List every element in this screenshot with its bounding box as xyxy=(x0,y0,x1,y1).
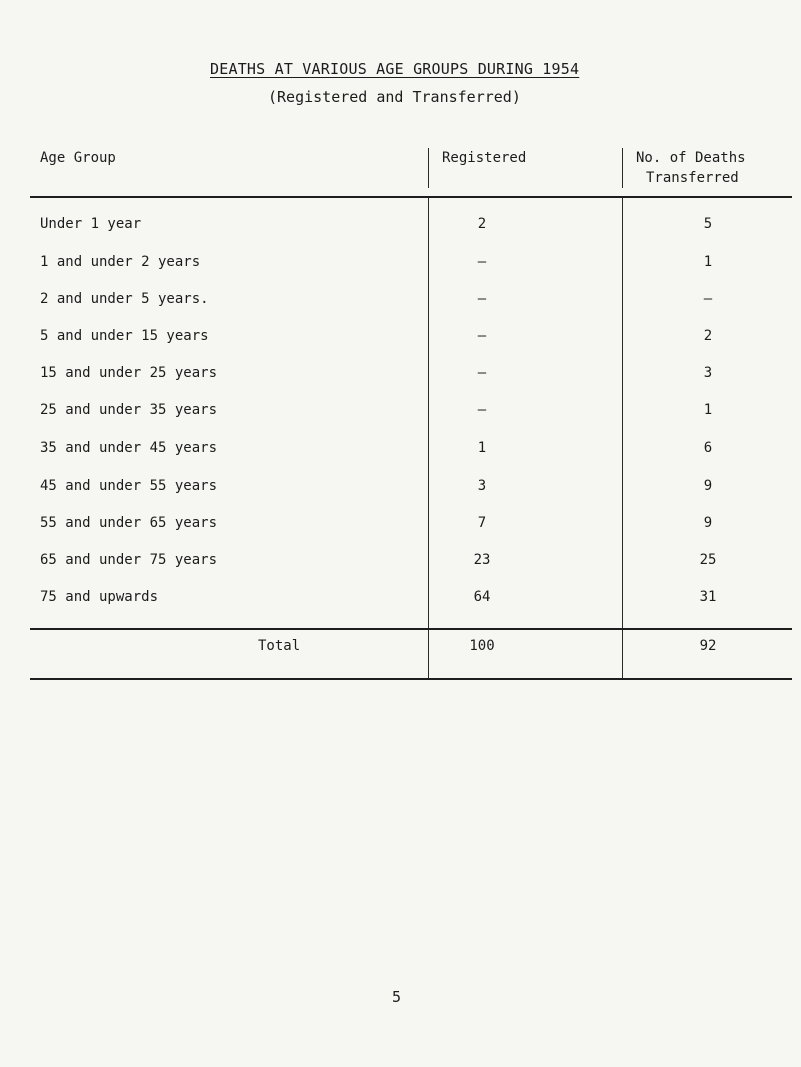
transferred-cell: 25 xyxy=(699,552,717,568)
total-transferred: 92 xyxy=(699,638,717,654)
transferred-cell: 1 xyxy=(703,402,713,418)
age-group-cell: 55 and under 65 years xyxy=(40,515,218,531)
total-bottom-rule xyxy=(30,678,792,680)
page-title: DEATHS AT VARIOUS AGE GROUPS DURING 1954 xyxy=(210,60,580,78)
age-group-cell: 25 and under 35 years xyxy=(40,402,218,418)
column-divider-header-1 xyxy=(428,148,429,188)
header-age-group: Age Group xyxy=(40,150,116,166)
page-number: 5 xyxy=(392,988,402,1006)
age-group-cell: 5 and under 15 years xyxy=(40,328,209,344)
header-transferred-line2: Transferred xyxy=(646,170,739,186)
registered-cell: – xyxy=(477,402,487,418)
total-top-rule xyxy=(30,628,792,630)
registered-cell: – xyxy=(477,254,487,270)
registered-cell: 3 xyxy=(477,478,487,494)
table-row xyxy=(0,212,801,236)
table-row xyxy=(0,548,801,572)
registered-cell: 64 xyxy=(473,589,491,605)
total-registered: 100 xyxy=(469,638,495,654)
transferred-cell: 1 xyxy=(703,254,713,270)
transferred-cell: 9 xyxy=(703,515,713,531)
table-row xyxy=(0,511,801,535)
total-label: Total xyxy=(258,638,301,654)
transferred-cell: 5 xyxy=(703,216,713,232)
transferred-cell: 2 xyxy=(703,328,713,344)
table-row xyxy=(0,474,801,498)
age-group-cell: 45 and under 55 years xyxy=(40,478,218,494)
header-transferred-line1: No. of Deaths xyxy=(636,150,746,166)
header-registered: Registered xyxy=(442,150,527,166)
age-group-cell: Under 1 year xyxy=(40,216,142,232)
registered-cell: – xyxy=(477,328,487,344)
age-group-cell: 75 and upwards xyxy=(40,589,159,605)
registered-cell: 2 xyxy=(477,216,487,232)
page-subtitle: (Registered and Transferred) xyxy=(268,88,521,106)
age-group-cell: 1 and under 2 years xyxy=(40,254,201,270)
header-rule xyxy=(30,196,792,198)
registered-cell: 1 xyxy=(477,440,487,456)
transferred-cell: 6 xyxy=(703,440,713,456)
table-row xyxy=(0,287,801,311)
age-group-cell: 65 and under 75 years xyxy=(40,552,218,568)
table-row xyxy=(0,324,801,348)
registered-cell: – xyxy=(477,291,487,307)
table-row xyxy=(0,398,801,422)
transferred-cell: 3 xyxy=(703,365,713,381)
registered-cell: 23 xyxy=(473,552,491,568)
column-divider-total-2 xyxy=(622,630,623,680)
column-divider-total-1 xyxy=(428,630,429,680)
transferred-cell: 31 xyxy=(699,589,717,605)
age-group-cell: 35 and under 45 years xyxy=(40,440,218,456)
table-row xyxy=(0,585,801,609)
table-row xyxy=(0,436,801,460)
transferred-cell: – xyxy=(703,291,713,307)
registered-cell: 7 xyxy=(477,515,487,531)
table-row xyxy=(0,250,801,274)
table-row xyxy=(0,361,801,385)
registered-cell: – xyxy=(477,365,487,381)
age-group-cell: 15 and under 25 years xyxy=(40,365,218,381)
transferred-cell: 9 xyxy=(703,478,713,494)
column-divider-header-2 xyxy=(622,148,623,188)
age-group-cell: 2 and under 5 years. xyxy=(40,291,209,307)
